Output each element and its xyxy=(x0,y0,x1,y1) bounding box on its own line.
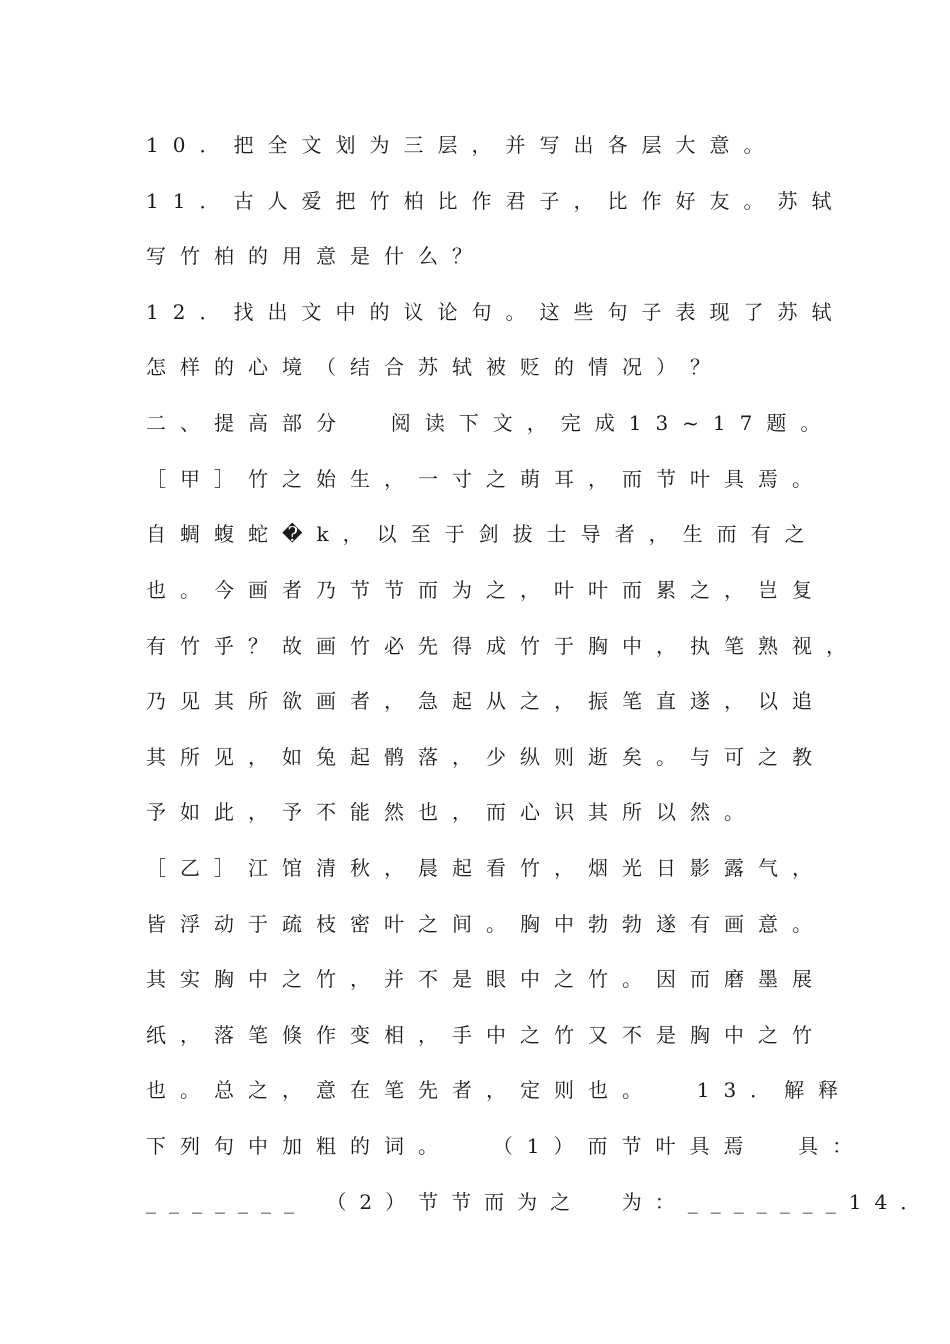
text-line-1: 10．把全文划为三层，并写出各层大意。 xyxy=(146,133,778,157)
text-line-3: 写竹柏的用意是什么？ xyxy=(146,244,486,268)
text-line-12: 其所见，如兔起鹘落，少纵则逝矣。与可之教 xyxy=(146,745,826,769)
text-line-13: 予如此，予不能然也，而心识其所以然。 xyxy=(146,800,758,824)
text-line-15: 皆浮动于疏枝密叶之间。胸中勃勃遂有画意。 xyxy=(146,912,826,936)
text-line-16: 其实胸中之竹，并不是眼中之竹。因而磨墨展 xyxy=(146,967,826,991)
text-line-4: 12．找出文中的议论句。这些句子表现了苏轼 xyxy=(146,300,846,324)
text-line-14: ［乙］江馆清秋，晨起看竹，烟光日影露气， xyxy=(146,856,826,880)
text-line-17: 纸，落笔倏作变相，手中之竹又不是胸中之竹 xyxy=(146,1023,826,1047)
text-line-20: _______ （2）节节而为之 为：_______14． xyxy=(146,1190,934,1214)
text-line-2: 11．古人爱把竹柏比作君子，比作好友。苏轼 xyxy=(146,189,846,213)
text-line-11: 乃见其所欲画者，急起从之，振笔直遂，以追 xyxy=(146,689,826,713)
text-line-18: 也。总之，意在笔先者，定则也。 13．解释 xyxy=(146,1078,853,1102)
text-line-5: 怎样的心境（结合苏轼被贬的情况）？ xyxy=(146,355,724,379)
text-line-8: 自蜩蝮蛇�k，以至于剑拔士导者，生而有之 xyxy=(146,522,819,546)
text-line-10: 有竹乎？故画竹必先得成竹于胸中，执笔熟视， xyxy=(146,634,860,658)
text-line-7: ［甲］竹之始生，一寸之萌耳，而节叶具焉。 xyxy=(146,467,826,491)
text-line-9: 也。今画者乃节节而为之，叶叶而累之，岂复 xyxy=(146,578,826,602)
text-line-6: 二、提高部分 阅读下文，完成13~17题。 xyxy=(146,411,835,435)
text-line-19: 下列句中加粗的词。 （1）而节叶具焉 具： xyxy=(146,1134,867,1158)
